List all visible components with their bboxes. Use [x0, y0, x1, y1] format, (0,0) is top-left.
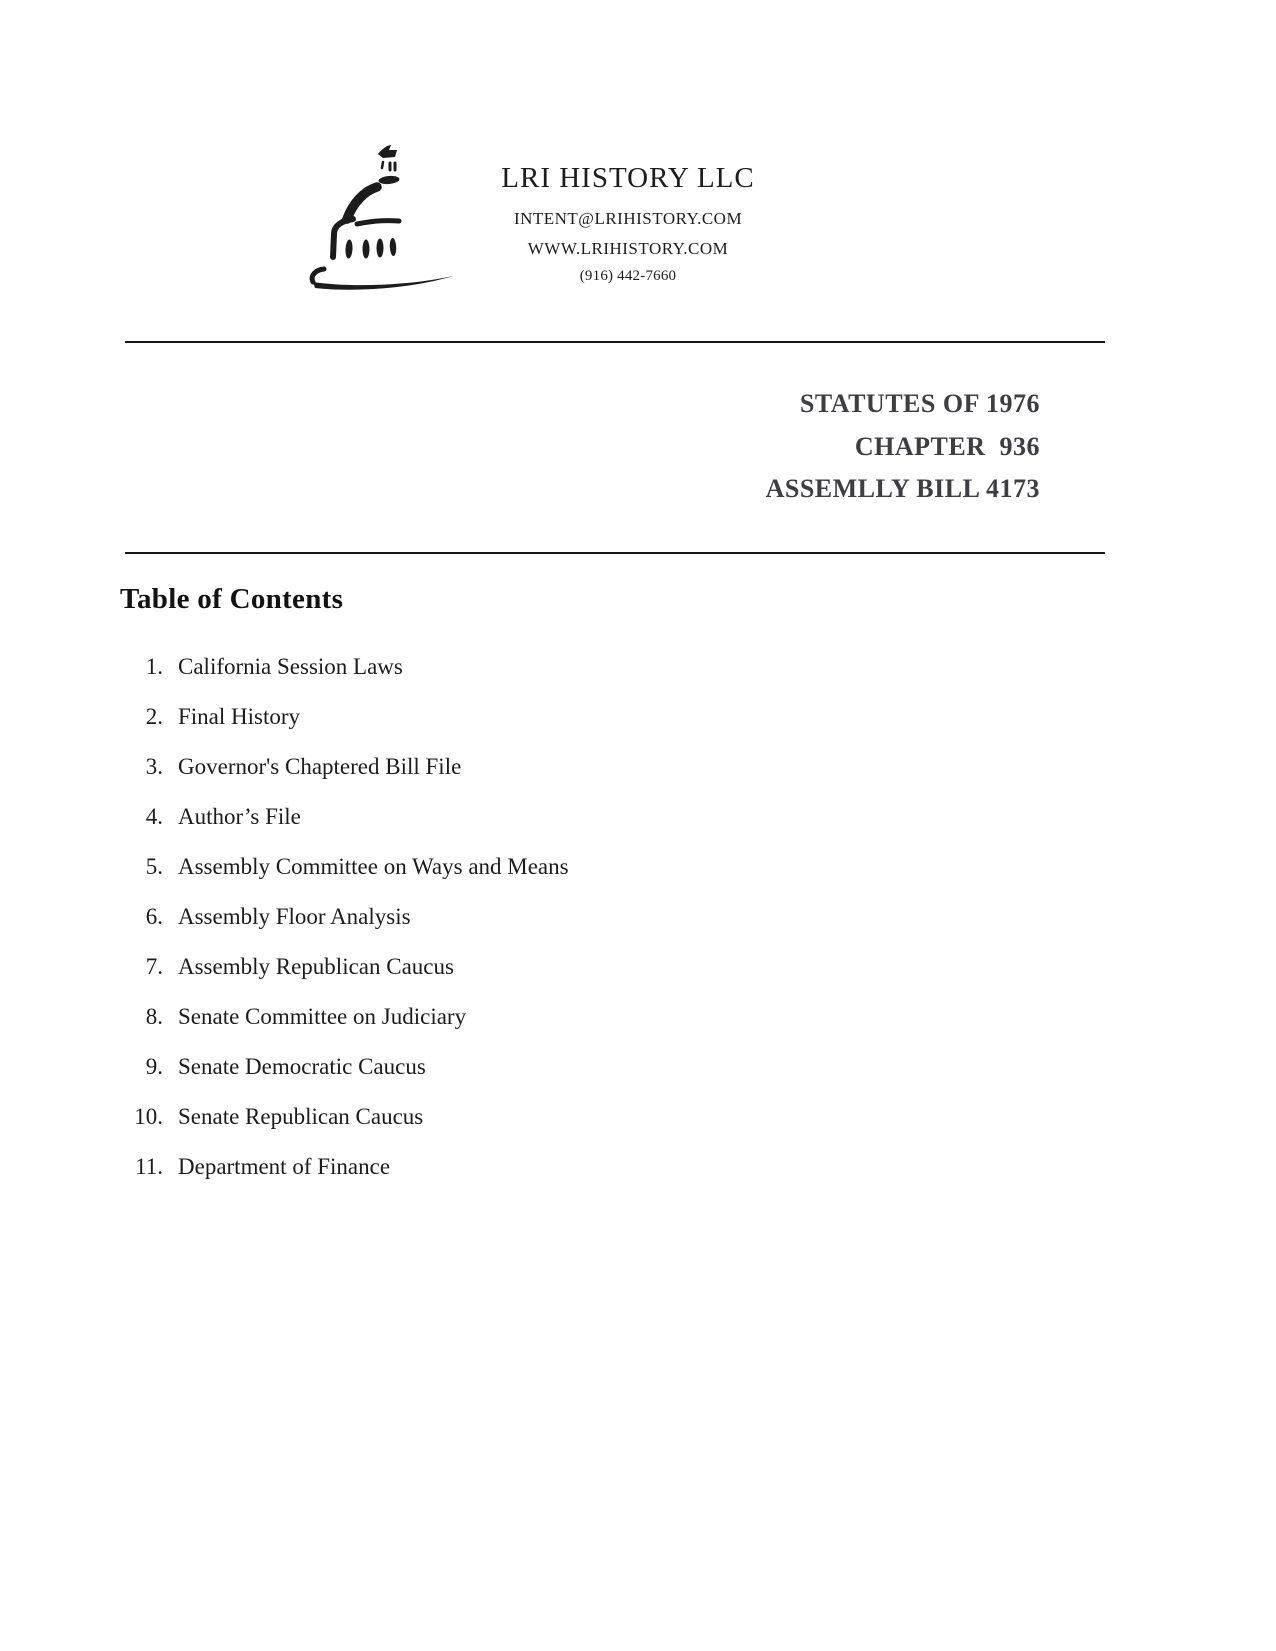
base-swoosh — [313, 276, 453, 290]
toc-item-label: Final History — [178, 704, 301, 729]
toc-item — [65, 992, 569, 1042]
toc-item — [65, 1042, 569, 1092]
toc-item — [65, 892, 569, 942]
toc-item — [65, 792, 569, 842]
bill-line: ASSEMLLY BILL 4173 — [765, 474, 1040, 503]
toc-item-label: Assembly Committee on Ways and Means — [178, 854, 569, 879]
column-mark — [377, 239, 384, 258]
company-email: INTENT@LRIHISTORY.COM — [513, 209, 743, 228]
column-mark — [363, 240, 370, 259]
toc-item-label: Assembly Floor Analysis — [178, 904, 411, 929]
dome-base-line — [357, 221, 399, 224]
column-mark — [389, 238, 396, 256]
toc-item-label: Assembly Republican Caucus — [178, 954, 454, 979]
toc-item-label: Governor's Chaptered Bill File — [178, 754, 462, 779]
swoosh-hook — [312, 269, 324, 282]
toc-item-number: 5. — [145, 854, 163, 879]
toc-item — [65, 1142, 569, 1192]
flag-shape — [378, 145, 397, 158]
dome-curve — [347, 187, 377, 219]
toc-item — [65, 942, 569, 992]
toc-item-number: 10. — [134, 1104, 163, 1129]
toc-item — [65, 642, 569, 692]
toc-item-number: 3. — [145, 754, 163, 779]
toc-item-number: 9. — [145, 1054, 163, 1079]
horizontal-divider-bottom — [125, 552, 1105, 554]
document-title-block — [766, 383, 1040, 511]
company-name: LRI HISTORY LLC — [501, 162, 755, 194]
horizontal-divider-top — [125, 341, 1105, 343]
flag-pole-tick — [382, 162, 383, 168]
toc-item-label: Senate Committee on Judiciary — [178, 1004, 467, 1029]
toc-item-label: California Session Laws — [178, 654, 403, 679]
toc-item-label: Author’s File — [178, 804, 301, 829]
toc-item — [65, 842, 569, 892]
toc-list — [65, 642, 569, 1192]
toc-item-label: Senate Republican Caucus — [178, 1104, 424, 1129]
chapter-line: CHAPTER 936 — [854, 431, 1040, 461]
toc-item-number: 1. — [145, 654, 163, 679]
toc-item-number: 2. — [145, 704, 163, 729]
column-mark — [345, 239, 353, 258]
toc-item-label: Department of Finance — [178, 1154, 391, 1179]
company-website: WWW.LRIHISTORY.COM — [527, 239, 729, 258]
toc-item-number: 8. — [145, 1004, 163, 1029]
toc-heading: Table of Contents — [120, 583, 344, 615]
toc-item — [65, 742, 569, 792]
toc-item — [65, 1092, 569, 1142]
toc-item-label: Senate Democratic Caucus — [178, 1054, 426, 1079]
toc-item-number: 7. — [145, 954, 163, 979]
company-phone: (916) 442-7660 — [579, 268, 677, 284]
toc-item — [65, 692, 569, 742]
toc-item-number: 11. — [135, 1154, 163, 1179]
capitol-dome-icon — [303, 133, 463, 293]
toc-item-number: 4. — [145, 804, 163, 829]
lantern-shape — [378, 175, 400, 185]
statutes-line: STATUTES OF 1976 — [799, 389, 1040, 418]
toc-item-number: 6. — [145, 904, 163, 929]
